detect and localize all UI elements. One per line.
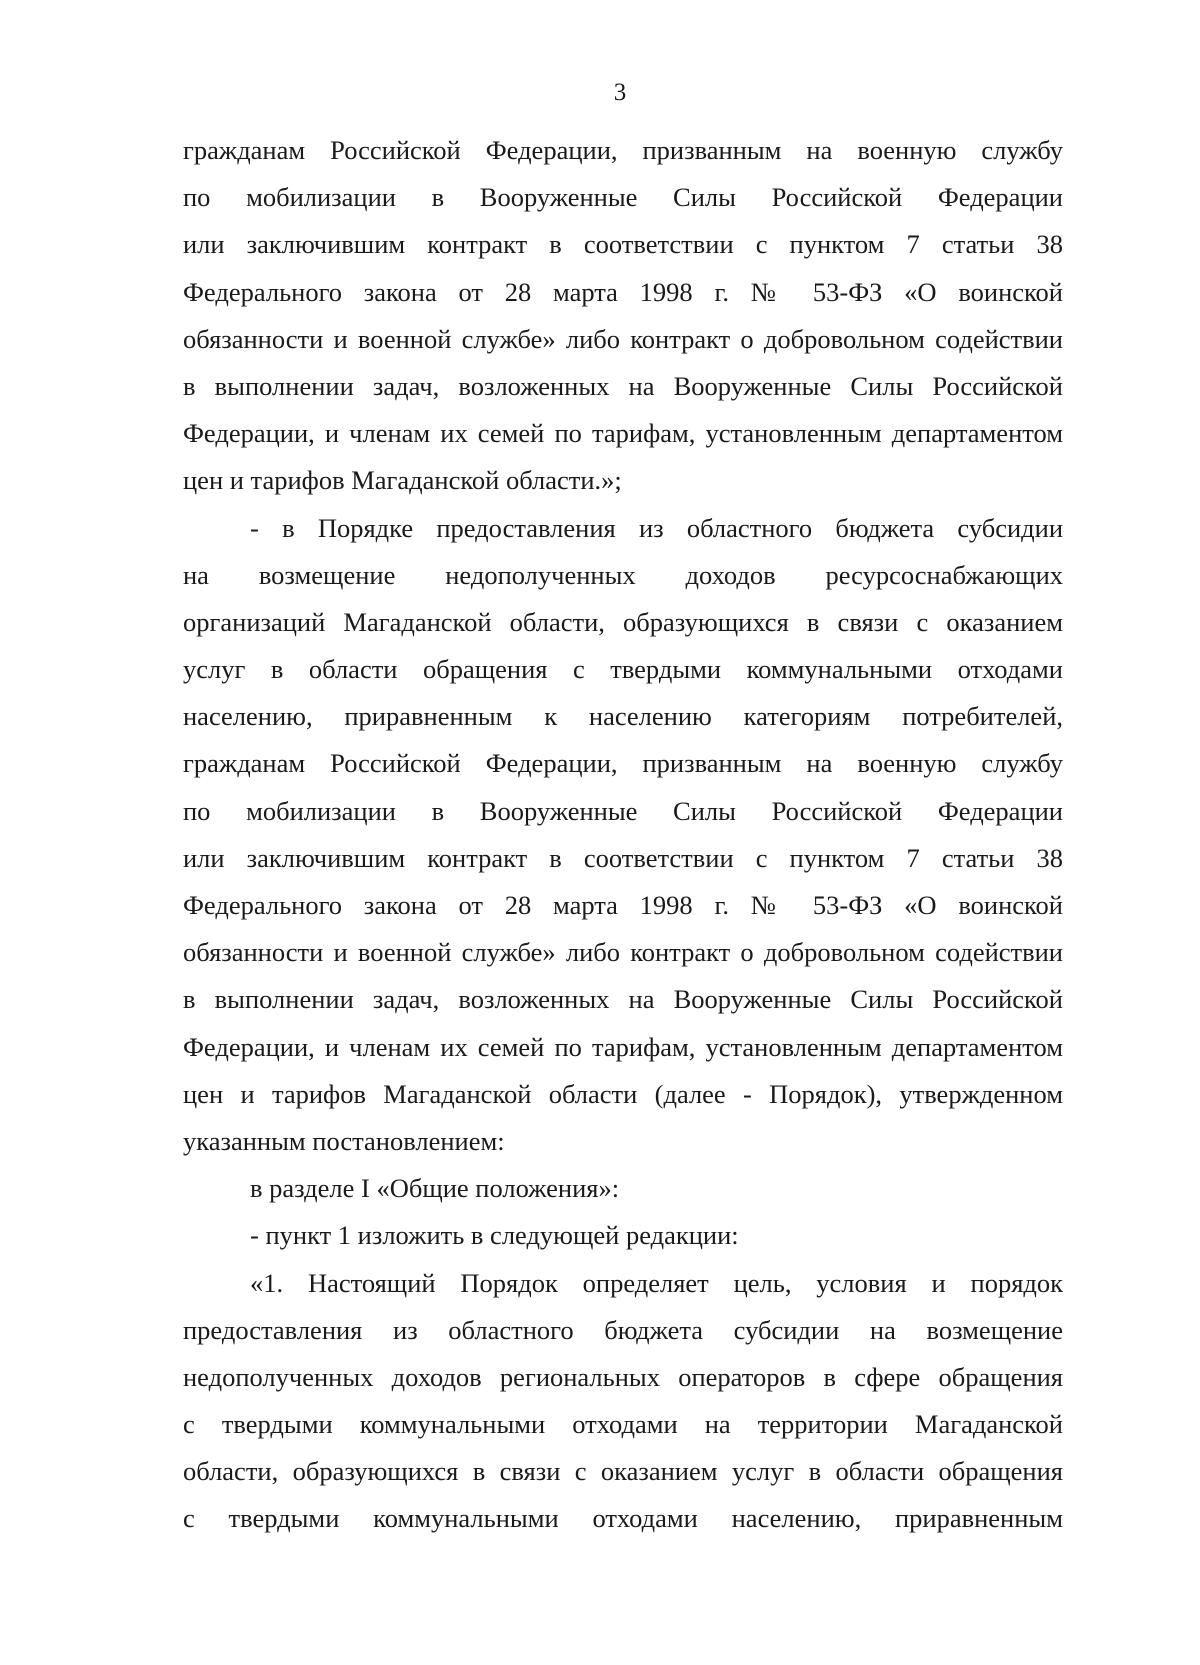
- text-line: организаций Магаданской области, образующихся в связи с оказанием: [183, 606, 1063, 637]
- text-line: Федерации, и членам их семей по тарифам, установленным департаментом: [183, 418, 1063, 449]
- text-line: предоставления из областного бюджета субсидии на возмещение: [183, 1314, 1063, 1345]
- text-line: недополученных доходов региональных операторов в сфере обращения: [183, 1361, 1063, 1392]
- text-line: или заключившим контракт в соответствии с пунктом 7 статьи 38: [183, 229, 1063, 260]
- document-body: [183, 127, 1063, 1543]
- text-line: цен и тарифов Магаданской области.»;: [183, 465, 622, 496]
- text-line: по мобилизации в Вооруженные Силы Российской Федерации: [183, 795, 1063, 826]
- text-line: в выполнении задач, возложенных на Вооруженные Силы Российской: [183, 370, 1063, 401]
- text-line: или заключившим контракт в соответствии с пунктом 7 статьи 38: [183, 842, 1063, 873]
- text-line: по мобилизации в Вооруженные Силы Российской Федерации: [183, 182, 1063, 213]
- text-line: с твердыми коммунальными отходами на территории Магаданской: [183, 1409, 1063, 1440]
- text-line: обязанности и военной службе» либо контракт о добровольном содействии: [183, 323, 1063, 354]
- text-line: услуг в области обращения с твердыми коммунальными отходами: [183, 654, 1063, 685]
- text-line: обязанности и военной службе» либо контракт о добровольном содействии: [183, 937, 1063, 968]
- text-line: с твердыми коммунальными отходами населению, приравненным: [183, 1503, 1063, 1534]
- text-line: - в Порядке предоставления из областного бюджета субсидии: [250, 512, 1063, 543]
- text-line: Федерации, и членам их семей по тарифам, установленным департаментом: [183, 1031, 1063, 1062]
- text-line: Федерального закона от 28 марта 1998 г. № 53-ФЗ «О воинской: [183, 276, 1063, 307]
- text-line: - пункт 1 изложить в следующей редакции:: [250, 1220, 739, 1251]
- text-line: Федерального закона от 28 марта 1998 г. № 53-ФЗ «О воинской: [183, 890, 1063, 920]
- text-line: населению, приравненным к населению категориям потребителей,: [183, 701, 1063, 732]
- text-line: гражданам Российской Федерации, призванным на военную службу: [183, 748, 1063, 779]
- text-line: указанным постановлением:: [183, 1125, 505, 1156]
- text-line: «1. Настоящий Порядок определяет цель, условия и порядок: [250, 1267, 1063, 1298]
- text-line: в разделе I «Общие положения»:: [250, 1173, 620, 1204]
- text-line: на возмещение недополученных доходов ресурсоснабжающих: [183, 559, 1063, 590]
- text-line: в выполнении задач, возложенных на Вооруженные Силы Российской: [183, 984, 1063, 1015]
- text-line: цен и тарифов Магаданской области (далее - Порядок), утвержденном: [183, 1078, 1063, 1109]
- page-number: 3: [613, 79, 627, 106]
- text-line: гражданам Российской Федерации, призванным на военную службу: [183, 135, 1063, 165]
- text-line: области, образующихся в связи с оказанием услуг в области обращения: [183, 1456, 1063, 1487]
